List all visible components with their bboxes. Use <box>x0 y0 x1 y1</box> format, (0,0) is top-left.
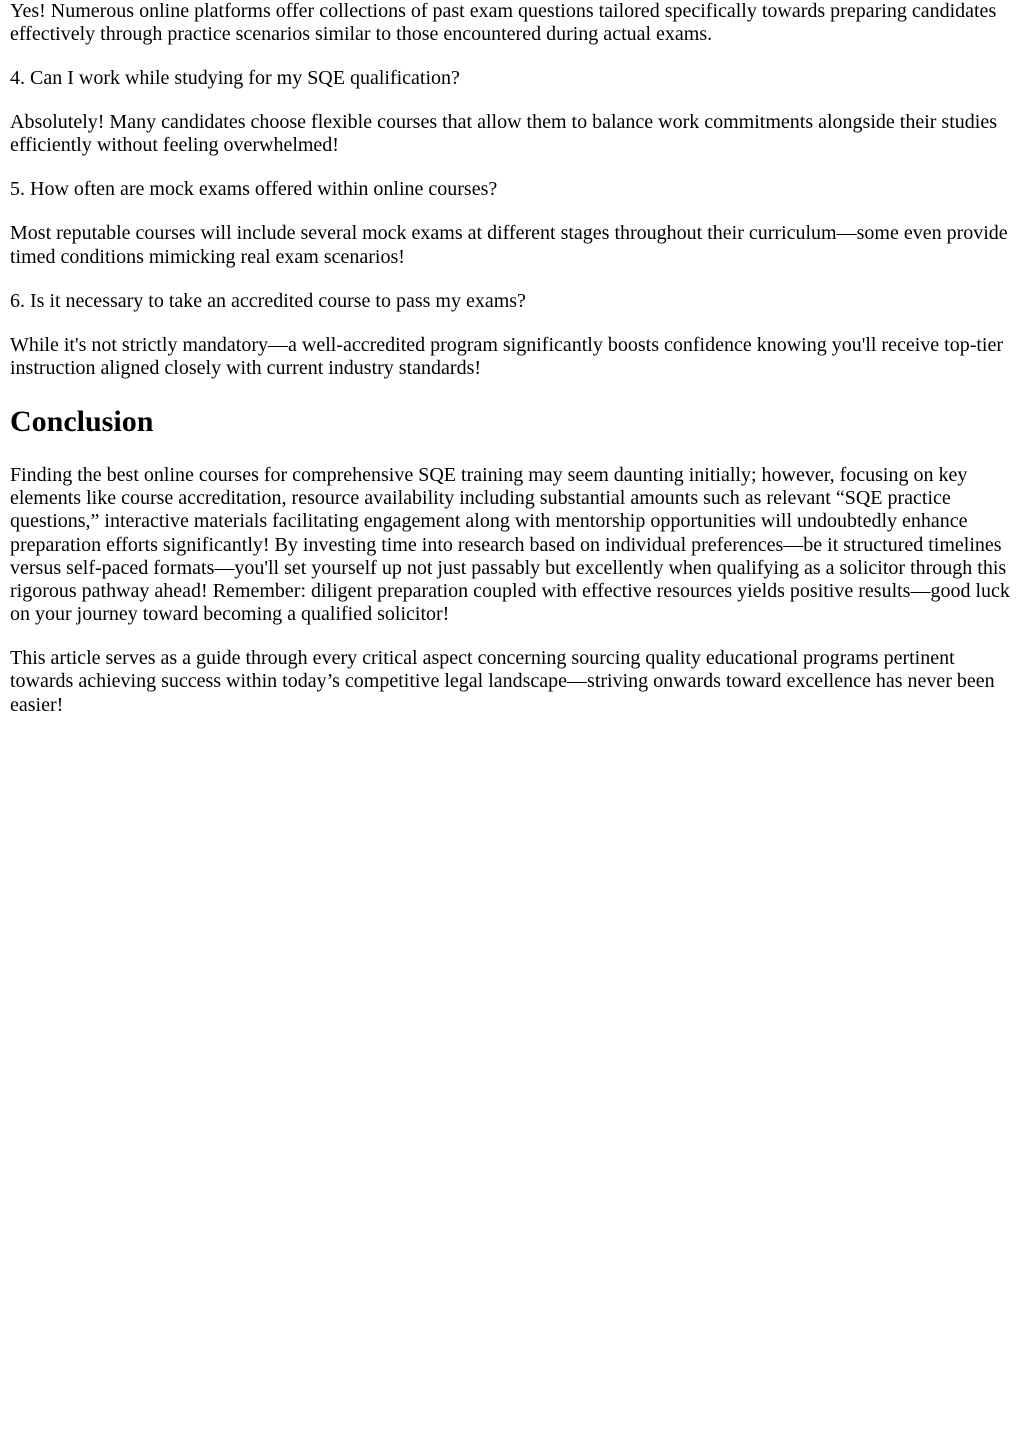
faq-answer-4: Absolutely! Many candidates choose flexible courses that allow them to balance work commitments alongside their studies efficiently without feeling overwhelmed! <box>10 111 997 157</box>
conclusion-paragraph-1: Finding the best online courses for comprehensive SQE training may seem daunting initially; however, focusing on key elements like course accreditation, resource availability including substantial amounts such as relevant “SQE practice questions,” interactive materials facilitating engagement along with mentorship opportunities will undoubtedly enhance preparation efforts significantly! By investing time into research based on individual preferences—be it structured timelines versus self-paced formats—you'll set yourself up not just passably but excellently when qualifying as a solicitor through this rigorous pathway ahead! Remember: diligent preparation coupled with effective resources yields positive results—good luck on your journey toward becoming a qualified solicitor! <box>10 464 1010 626</box>
faq-question-5: 5. How often are mock exams offered within online courses? <box>10 178 498 201</box>
conclusion-paragraph-2: This article serves as a guide through every critical aspect concerning sourcing quality educational programs pertinent towards achieving success within today’s competitive legal landscape—striving onwards toward excellence has never been easier! <box>10 647 995 716</box>
faq-answer-3: Yes! Numerous online platforms offer collections of past exam questions tailored specifically towards preparing candidates effectively through practice scenarios similar to those encountered during actual exams. <box>10 0 997 46</box>
article-body <box>0 0 1024 717</box>
conclusion-heading: Conclusion <box>10 405 154 439</box>
faq-question-4: 4. Can I work while studying for my SQE qualification? <box>10 67 460 90</box>
faq-answer-6: While it's not strictly mandatory—a well-accredited program significantly boosts confidence knowing you'll receive top-tier instruction aligned closely with current industry standards! <box>10 333 1004 379</box>
faq-question-6: 6. Is it necessary to take an accredited course to pass my exams? <box>10 289 526 312</box>
faq-answer-5: Most reputable courses will include several mock exams at different stages throughout their curriculum—some even provide timed conditions mimicking real exam scenarios! <box>10 222 1008 268</box>
